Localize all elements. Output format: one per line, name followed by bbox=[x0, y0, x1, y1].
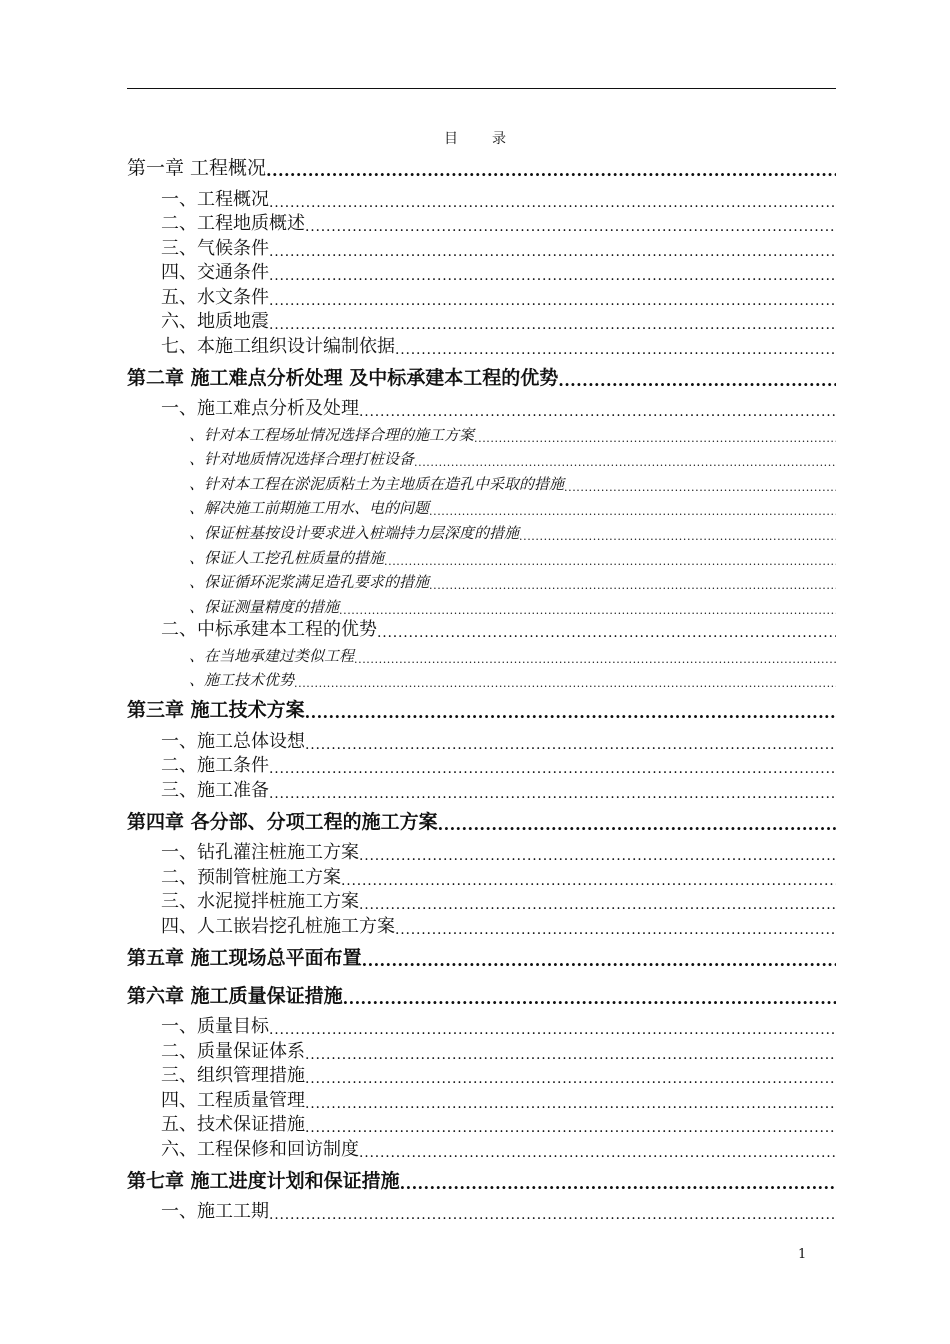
toc-section[interactable] bbox=[127, 260, 836, 285]
toc-entry-text: 二、工程地质概述 bbox=[161, 211, 305, 236]
toc-entry-text: 六、工程保修和回访制度 bbox=[161, 1136, 359, 1161]
toc-leader-dots bbox=[269, 317, 836, 333]
toc-leader-dots bbox=[354, 653, 836, 666]
toc-subsection[interactable] bbox=[127, 641, 836, 666]
toc-entry-text: 七、本施工组织设计编制依据 bbox=[161, 333, 395, 358]
toc-leader-dots bbox=[558, 371, 836, 390]
toc-leader-dots bbox=[269, 244, 836, 260]
toc-chapter[interactable] bbox=[127, 148, 836, 186]
toc-section[interactable] bbox=[127, 309, 836, 334]
toc-entry-text: 一、施工总体设想 bbox=[161, 728, 305, 753]
toc-section[interactable] bbox=[127, 1014, 836, 1039]
toc-section[interactable] bbox=[127, 889, 836, 914]
toc-leader-dots bbox=[359, 404, 836, 420]
toc-leader-dots bbox=[429, 505, 836, 518]
toc-leader-dots bbox=[384, 555, 836, 568]
toc-entry-text: 三、气候条件 bbox=[161, 235, 269, 260]
toc-leader-dots bbox=[395, 342, 836, 358]
toc-entry-text: 、在当地承建过类似工程 bbox=[189, 646, 355, 665]
toc-leader-dots bbox=[414, 456, 836, 469]
page-number: 1 bbox=[798, 1247, 807, 1262]
toc-leader-dots bbox=[362, 951, 836, 970]
toc-section[interactable] bbox=[127, 235, 836, 260]
toc-entry-text: 、针对本工程场址情况选择合理的施工方案 bbox=[189, 425, 475, 444]
toc-section[interactable] bbox=[127, 284, 836, 309]
toc-leader-dots bbox=[341, 873, 836, 889]
toc-leader-dots bbox=[400, 1174, 836, 1193]
toc-leader-dots bbox=[305, 1071, 836, 1087]
toc-chapter[interactable] bbox=[127, 1161, 836, 1199]
header-rule bbox=[127, 88, 836, 89]
toc-entry-text: 二、质量保证体系 bbox=[161, 1038, 305, 1063]
toc-entry-text: 二、中标承建本工程的优势 bbox=[161, 617, 377, 642]
toc-entry-text: 一、工程概况 bbox=[161, 186, 269, 211]
toc-subsection[interactable] bbox=[127, 518, 836, 543]
toc-subsection[interactable] bbox=[127, 469, 836, 494]
toc-entry-text: 二、施工条件 bbox=[161, 753, 269, 778]
toc-entry-text: 四、人工嵌岩挖孔桩施工方案 bbox=[161, 913, 395, 938]
toc-entry-text: 第六章 施工质量保证措施 bbox=[127, 981, 343, 1008]
toc-subsection[interactable] bbox=[127, 420, 836, 445]
toc-entry-text: 第四章 各分部、分项工程的施工方案 bbox=[127, 807, 438, 834]
toc-leader-dots bbox=[305, 737, 836, 753]
toc-entry-text: 第三章 施工技术方案 bbox=[127, 695, 305, 722]
toc-leader-dots bbox=[305, 703, 836, 722]
toc-entry-text: 四、交通条件 bbox=[161, 260, 269, 285]
toc-leader-dots bbox=[519, 530, 836, 543]
toc-section[interactable] bbox=[127, 1087, 836, 1112]
toc-entry-text: 三、组织管理措施 bbox=[161, 1063, 305, 1088]
toc-leader-dots bbox=[305, 1120, 836, 1136]
toc-subsection[interactable] bbox=[127, 494, 836, 519]
toc-entry-text: 第二章 施工难点分析处理 及中标承建本工程的优势 bbox=[127, 363, 558, 390]
toc-leader-dots bbox=[377, 625, 836, 641]
toc-section[interactable] bbox=[127, 777, 836, 802]
toc-leader-dots bbox=[294, 677, 836, 690]
toc-entry-text: 、施工技术优势 bbox=[189, 671, 295, 690]
toc-entry-text: 五、技术保证措施 bbox=[161, 1112, 305, 1137]
toc-section[interactable] bbox=[127, 186, 836, 211]
toc-section[interactable] bbox=[127, 913, 836, 938]
toc-leader-dots bbox=[269, 1022, 836, 1038]
toc-leader-dots bbox=[269, 1207, 836, 1223]
toc-chapter[interactable] bbox=[127, 802, 836, 840]
toc-entry-text: 一、质量目标 bbox=[161, 1014, 269, 1039]
toc-leader-dots bbox=[305, 219, 836, 235]
toc-entry-text: 、针对地质情况选择合理打桩设备 bbox=[189, 450, 415, 469]
toc-subsection[interactable] bbox=[127, 592, 836, 617]
toc-section[interactable] bbox=[127, 211, 836, 236]
toc-section[interactable] bbox=[127, 1136, 836, 1161]
toc-section[interactable] bbox=[127, 840, 836, 865]
toc-leader-dots bbox=[305, 1047, 836, 1063]
toc-leader-dots bbox=[339, 604, 836, 617]
toc-leader-dots bbox=[359, 848, 836, 864]
toc-leader-dots bbox=[395, 922, 836, 938]
toc-chapter[interactable] bbox=[127, 690, 836, 728]
toc-subsection[interactable] bbox=[127, 568, 836, 593]
toc-entry-text: 、解决施工前期施工用水、电的问题 bbox=[189, 499, 430, 518]
toc-leader-dots bbox=[269, 761, 836, 777]
toc-leader-dots bbox=[429, 579, 836, 592]
toc-entry-text: 一、施工难点分析及处理 bbox=[161, 396, 359, 421]
toc-entry-text: 、保证测量精度的措施 bbox=[189, 597, 340, 616]
toc-chapter[interactable] bbox=[127, 938, 836, 976]
toc-chapter[interactable] bbox=[127, 976, 836, 1014]
toc-leader-dots bbox=[564, 481, 836, 494]
toc-leader-dots bbox=[343, 989, 836, 1008]
toc-entry-text: 三、水泥搅拌桩施工方案 bbox=[161, 889, 359, 914]
toc-section[interactable] bbox=[127, 617, 836, 642]
toc-subsection[interactable] bbox=[127, 666, 836, 691]
toc-entry-text: 第七章 施工进度计划和保证措施 bbox=[127, 1166, 400, 1193]
toc-entry-text: 三、施工准备 bbox=[161, 777, 269, 802]
toc-section[interactable] bbox=[127, 1112, 836, 1137]
toc-subsection[interactable] bbox=[127, 543, 836, 568]
toc-entry-text: 、保证桩基按设计要求进入桩端持力层深度的措施 bbox=[189, 523, 520, 542]
toc-section[interactable] bbox=[127, 333, 836, 358]
toc-section[interactable] bbox=[127, 1063, 836, 1088]
toc-entry-text: 第一章 工程概况 bbox=[127, 153, 266, 180]
toc-entry-text: 一、钻孔灌注桩施工方案 bbox=[161, 840, 359, 865]
toc-leader-dots bbox=[266, 161, 836, 180]
toc-entry-text: 第五章 施工现场总平面布置 bbox=[127, 943, 362, 970]
toc-leader-dots bbox=[269, 268, 836, 284]
toc-leader-dots bbox=[269, 195, 836, 211]
toc-entry-text: 四、工程质量管理 bbox=[161, 1087, 305, 1112]
toc-entry-text: 、保证人工挖孔桩质量的措施 bbox=[189, 548, 385, 567]
toc-section[interactable] bbox=[127, 728, 836, 753]
toc-leader-dots bbox=[474, 432, 836, 445]
toc-chapter[interactable] bbox=[127, 358, 836, 396]
toc-section[interactable] bbox=[127, 1038, 836, 1063]
toc-section[interactable] bbox=[127, 396, 836, 421]
toc-section[interactable] bbox=[127, 1199, 836, 1224]
toc-section[interactable] bbox=[127, 864, 836, 889]
toc-leader-dots bbox=[359, 1145, 836, 1161]
toc-entry-text: 六、地质地震 bbox=[161, 309, 269, 334]
toc-entry-text: 二、预制管桩施工方案 bbox=[161, 864, 341, 889]
toc-entry-text: 、针对本工程在淤泥质粘土为主地质在造孔中采取的措施 bbox=[189, 474, 565, 493]
toc-leader-dots bbox=[305, 1096, 836, 1112]
toc-entry-text: 一、施工工期 bbox=[161, 1199, 269, 1224]
toc-list bbox=[127, 148, 836, 1223]
toc-subsection[interactable] bbox=[127, 445, 836, 470]
toc-entry-text: 、保证循环泥浆满足造孔要求的措施 bbox=[189, 573, 430, 592]
toc-leader-dots bbox=[359, 897, 836, 913]
toc-section[interactable] bbox=[127, 753, 836, 778]
toc-leader-dots bbox=[269, 786, 836, 802]
toc-title: 目 录 bbox=[444, 131, 516, 147]
toc-entry-text: 五、水文条件 bbox=[161, 284, 269, 309]
toc-leader-dots bbox=[269, 293, 836, 309]
toc-leader-dots bbox=[438, 815, 836, 834]
